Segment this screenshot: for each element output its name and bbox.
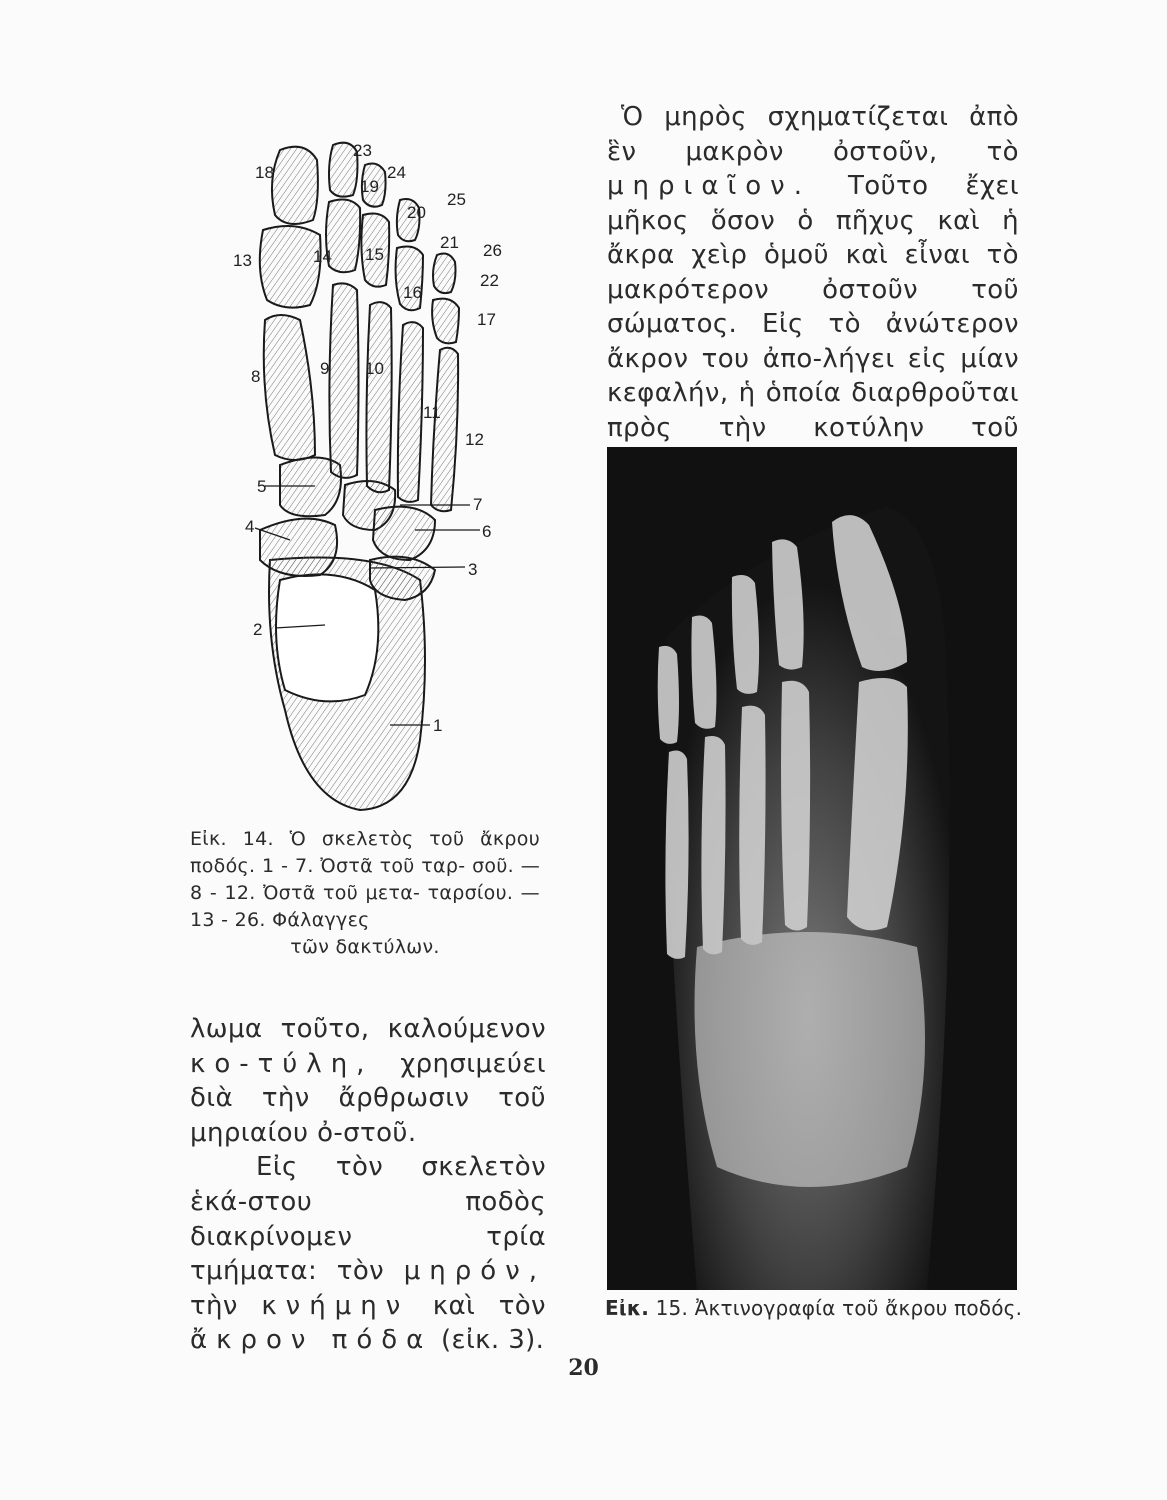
bone-label-15: 15 xyxy=(365,245,384,264)
right-paragraph-text-b: Τοῦτο ἔχει μῆκος ὅσον ὁ πῆχυς καὶ ἡ ἄκρα χεὶρ ὁμοῦ καὶ εἶναι τὸ μακρότερον ὀστοῦν τοῦ σώματος. Εἰς τὸ ἀνώτερον ἄκρον του ἀπο-λήγει εἰς μίαν κεφαλήν, ἡ ὁποία διαρθροῦται πρὸς τὴν κοτύλην τοῦ xyxy=(607,171,1019,443)
left-paragraph-2 xyxy=(190,1150,546,1358)
bone-label-5: 5 xyxy=(257,477,267,496)
left-paragraph-2-text-c: καὶ τὸν xyxy=(409,1290,546,1321)
term-knimi: κνήμην xyxy=(261,1290,410,1321)
figure-14-caption-line-3: σοῦ. — 8 - 12. Ὀστᾶ τοῦ μετα- xyxy=(190,855,541,904)
figure-15-caption-text: 15. Ἀκτινογραφία τοῦ ἄκρου ποδός. xyxy=(649,1296,1023,1320)
foot-xray-photo xyxy=(607,447,1017,1290)
figure-14-caption-line-2: ποδός. 1 - 7. Ὀστᾶ τοῦ ταρ- xyxy=(190,855,466,877)
bone-label-14: 14 xyxy=(313,247,332,266)
left-paragraph-1-text-b: χρησιμεύει διὰ τὴν ἄρθρωσιν τοῦ μηριαίου ὀ-στοῦ. xyxy=(190,1048,546,1148)
foot-skeleton-svg xyxy=(225,120,520,820)
bone-label-23: 23 xyxy=(353,141,372,160)
figure-14-caption-line-4: ταρσίου. — 13 - 26. Φάλαγγες xyxy=(190,882,540,931)
bone-label-26: 26 xyxy=(483,241,502,260)
bone-label-7: 7 xyxy=(473,495,483,514)
bone-label-18: 18 xyxy=(255,163,274,182)
bone-label-25: 25 xyxy=(447,190,466,209)
bone-label-1: 1 xyxy=(433,716,443,735)
bone-label-24: 24 xyxy=(387,163,406,182)
bone-label-21: 21 xyxy=(440,233,459,252)
figure-14-caption-line-5: τῶν δακτύλων. xyxy=(290,936,440,958)
figure-15-caption xyxy=(605,1295,1025,1321)
bone-label-8: 8 xyxy=(251,367,261,386)
term-kotyle: κο-τύλη, xyxy=(190,1048,374,1079)
bone-label-6: 6 xyxy=(482,522,492,541)
foot-xray-svg xyxy=(607,447,1017,1290)
bone-label-9: 9 xyxy=(320,359,330,378)
term-miriaion: μηριαῖον. xyxy=(607,171,811,201)
left-paragraph-1-text-a: λωμα τοῦτο, καλούμενον xyxy=(190,1014,546,1044)
bone-label-10: 10 xyxy=(365,359,384,378)
left-paragraph-1 xyxy=(190,1012,546,1150)
bone-label-4: 4 xyxy=(245,517,255,536)
bone-label-19: 19 xyxy=(360,177,379,196)
bone-label-3: 3 xyxy=(468,560,478,579)
left-paragraph-2-text-a: Εἰς τὸν σκελετὸν ἑκά-στου ποδὸς διακρίνομεν τρία τμήματα: τὸν xyxy=(190,1152,546,1287)
bone-label-13: 13 xyxy=(233,251,252,270)
figure-15-label: Εἰκ. xyxy=(605,1296,650,1320)
bone-label-16: 16 xyxy=(403,283,422,302)
left-column-text xyxy=(190,1012,546,1358)
right-column-paragraph xyxy=(607,100,1019,480)
bone-label-17: 17 xyxy=(477,310,496,329)
right-paragraph-text-a: Ὁ μηρὸς σχηματίζεται ἀπὸ ἓν μακρὸν ὀστοῦν, τὸ xyxy=(607,102,1019,167)
left-paragraph-2-text-d: (εἰκ. 3). xyxy=(432,1325,545,1356)
bone-label-2: 2 xyxy=(253,620,263,639)
bone-label-22: 22 xyxy=(480,271,499,290)
left-paragraph-2-text-b: τὴν xyxy=(190,1290,262,1321)
bone-label-11: 11 xyxy=(423,403,441,422)
figure-14-caption-line-1: Εἰκ. 14. Ὁ σκελετὸς τοῦ ἄκρου xyxy=(190,828,540,850)
term-miros: μηρόν, xyxy=(403,1256,546,1287)
bone-label-12: 12 xyxy=(465,430,484,449)
page-number: 20 xyxy=(568,1355,599,1381)
figure-14-caption xyxy=(190,826,540,961)
foot-skeleton-illustration xyxy=(225,120,520,820)
bone-label-20: 20 xyxy=(407,203,426,222)
term-akros-pous: ἄκρον πόδα xyxy=(190,1325,433,1356)
